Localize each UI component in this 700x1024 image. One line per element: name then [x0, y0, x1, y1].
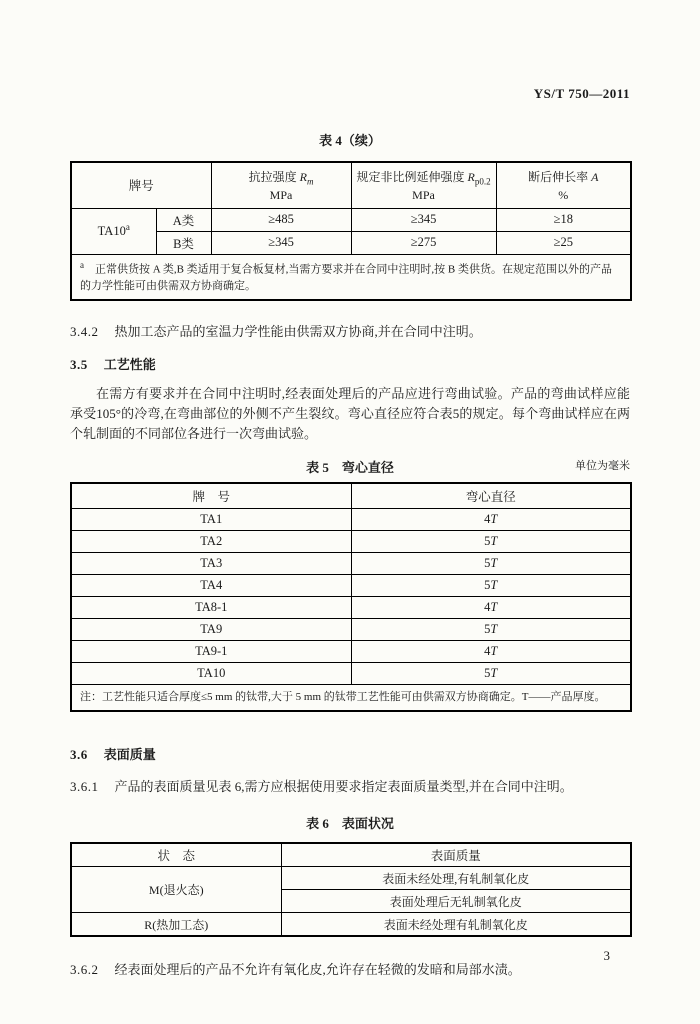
table6-header-state: 状 态	[71, 843, 281, 867]
thickness-symbol: T	[490, 533, 498, 548]
footnote-text: 正常供货按 A 类,B 类适用于复合板复材,当需方要求并在合同中注明时,按 B 类供货。在规定范围以外的产品的力学性能可由供需双方协商确定。	[80, 263, 613, 293]
table4-caption: 表 4（续）	[319, 133, 381, 148]
table6-header-row	[71, 843, 631, 867]
table4-header-yield	[351, 162, 496, 208]
diameter-cell	[351, 508, 631, 530]
diameter-value: 4	[484, 511, 491, 526]
grade-cell: TA4	[71, 574, 351, 596]
thickness-symbol: T	[490, 599, 498, 614]
elongation-header-line	[501, 168, 627, 186]
thickness-symbol: T	[490, 621, 498, 636]
state-cell: M(退火态)	[71, 867, 281, 913]
yield-unit: MPa	[412, 187, 435, 202]
clause-3-6-2	[70, 961, 630, 978]
clause-number: 3.6	[70, 746, 88, 762]
table4-footnote-row	[71, 254, 631, 300]
diameter-value: 4	[484, 643, 491, 658]
elongation-cell: ≥18	[496, 208, 631, 231]
clause-3-5-paragraph: 在需方有要求并在合同中注明时,经表面处理后的产品应进行弯曲试验。产品的弯曲试样应能承受105°的冷弯,在弯曲部位的外侧不产生裂纹。弯心直径应符合表5的规定。每个弯曲试样应在两个轧制面的不同部位各进行一次弯曲试验。	[70, 386, 630, 442]
table5-header-diameter: 弯心直径	[351, 483, 631, 508]
diameter-cell	[351, 530, 631, 552]
grade-cell: TA2	[71, 530, 351, 552]
tensile-header-line	[216, 168, 347, 186]
diameter-cell	[351, 552, 631, 574]
diameter-cell	[351, 596, 631, 618]
yield-symbol: R	[467, 169, 475, 184]
table5-row	[71, 508, 631, 530]
table6	[70, 842, 632, 937]
diameter-value: 5	[484, 555, 491, 570]
table5-row	[71, 640, 631, 662]
grade-cell: TA9	[71, 618, 351, 640]
state-cell: R(热加工态)	[71, 913, 281, 936]
table5	[70, 482, 632, 712]
yield-header-line	[356, 168, 492, 186]
footnote-marker: a	[80, 259, 84, 270]
elongation-label: 断后伸长率	[528, 169, 589, 184]
table6-caption: 表 6 表面状况	[306, 815, 394, 831]
page-number: 3	[603, 948, 610, 963]
yield-label: 规定非比例延伸强度	[356, 169, 465, 184]
table4-header-row	[71, 162, 631, 208]
table5-header-grade: 牌 号	[71, 483, 351, 508]
class-cell: B类	[156, 231, 211, 254]
clause-title: 工艺性能	[103, 357, 156, 373]
clause-number: 3.4.2	[70, 324, 99, 340]
table5-row	[71, 574, 631, 596]
brand-name: TA10	[97, 224, 126, 239]
thickness-symbol: T	[490, 511, 498, 526]
brand-cell	[71, 208, 156, 254]
table5-row	[71, 596, 631, 618]
clause-text: 产品的表面质量见表 6,需方应根据使用要求指定表面质量类型,并在合同中注明。	[114, 778, 573, 794]
table5-row	[71, 552, 631, 574]
table5-header-row	[71, 483, 631, 508]
quality-cell: 表面处理后无轧制氧化皮	[281, 890, 631, 913]
diameter-cell	[351, 618, 631, 640]
thickness-symbol: T	[490, 555, 498, 570]
table4-row-class-a	[71, 208, 631, 231]
table5-row	[71, 662, 631, 684]
clause-3-6-1	[70, 778, 630, 795]
table5-caption-row	[70, 457, 630, 474]
tensile-label: 抗拉强度	[248, 169, 297, 184]
table5-row	[71, 618, 631, 640]
table4	[70, 161, 632, 301]
diameter-value: 5	[484, 577, 491, 592]
diameter-value: 4	[484, 599, 491, 614]
diameter-value: 5	[484, 665, 491, 680]
clause-3-4-2	[70, 323, 630, 340]
grade-cell: TA8-1	[71, 596, 351, 618]
table6-row	[71, 867, 631, 890]
clause-3-6-heading	[70, 746, 630, 763]
clause-title: 表面质量	[103, 746, 156, 762]
elongation-unit: %	[558, 187, 569, 202]
elongation-cell: ≥25	[496, 231, 631, 254]
diameter-value: 5	[484, 621, 491, 636]
tensile-unit: MPa	[269, 187, 293, 202]
clause-text: 热加工态产品的室温力学性能由供需双方协商,并在合同中注明。	[114, 324, 482, 340]
table5-unit-note: 单位为毫米	[575, 460, 630, 473]
diameter-value: 5	[484, 533, 491, 548]
clause-number: 3.6.1	[70, 778, 99, 794]
grade-cell: TA3	[71, 552, 351, 574]
brand-footnote-marker: a	[125, 222, 130, 233]
table4-header-tensile	[211, 162, 351, 208]
tensile-cell: ≥345	[211, 231, 351, 254]
yield-cell: ≥345	[351, 208, 496, 231]
table5-note: 注：工艺性能只适合厚度≤5 mm 的钛带,大于 5 mm 的钛带工艺性能可由供需双方协商确定。T——产品厚度。	[71, 684, 631, 711]
yield-cell: ≥275	[351, 231, 496, 254]
yield-subscript: p0.2	[474, 175, 491, 186]
table4-footnote	[71, 254, 631, 300]
table6-row	[71, 913, 631, 936]
tensile-subscript: m	[306, 175, 314, 186]
diameter-cell	[351, 574, 631, 596]
table5-row	[71, 530, 631, 552]
clause-3-5-heading	[70, 356, 630, 373]
quality-cell: 表面未经处理,有轧制氧化皮	[281, 867, 631, 890]
table5-caption: 表 5 弯心直径	[306, 460, 394, 476]
quality-cell: 表面未经处理有轧制氧化皮	[281, 913, 631, 936]
tensile-symbol: R	[299, 169, 307, 184]
clause-number: 3.6.2	[70, 961, 99, 977]
clause-number: 3.5	[70, 357, 88, 373]
thickness-symbol: T	[490, 643, 498, 658]
diameter-cell	[351, 640, 631, 662]
doc-number: YS/T 750—2011	[533, 86, 630, 101]
grade-cell: TA1	[71, 508, 351, 530]
diameter-cell	[351, 662, 631, 684]
thickness-symbol: T	[490, 665, 498, 680]
clause-text: 经表面处理后的产品不允许有氧化皮,允许存在轻微的发暗和局部水渍。	[114, 961, 521, 977]
table6-header-quality: 表面质量	[281, 843, 631, 867]
thickness-symbol: T	[490, 577, 498, 592]
table4-header-brand: 牌号	[71, 162, 211, 208]
page-content	[70, 0, 630, 978]
grade-cell: TA10	[71, 662, 351, 684]
table5-note-row	[71, 684, 631, 711]
elongation-symbol: A	[591, 169, 599, 184]
table4-header-elongation	[496, 162, 631, 208]
grade-cell: TA9-1	[71, 640, 351, 662]
class-cell: A类	[156, 208, 211, 231]
tensile-cell: ≥485	[211, 208, 351, 231]
